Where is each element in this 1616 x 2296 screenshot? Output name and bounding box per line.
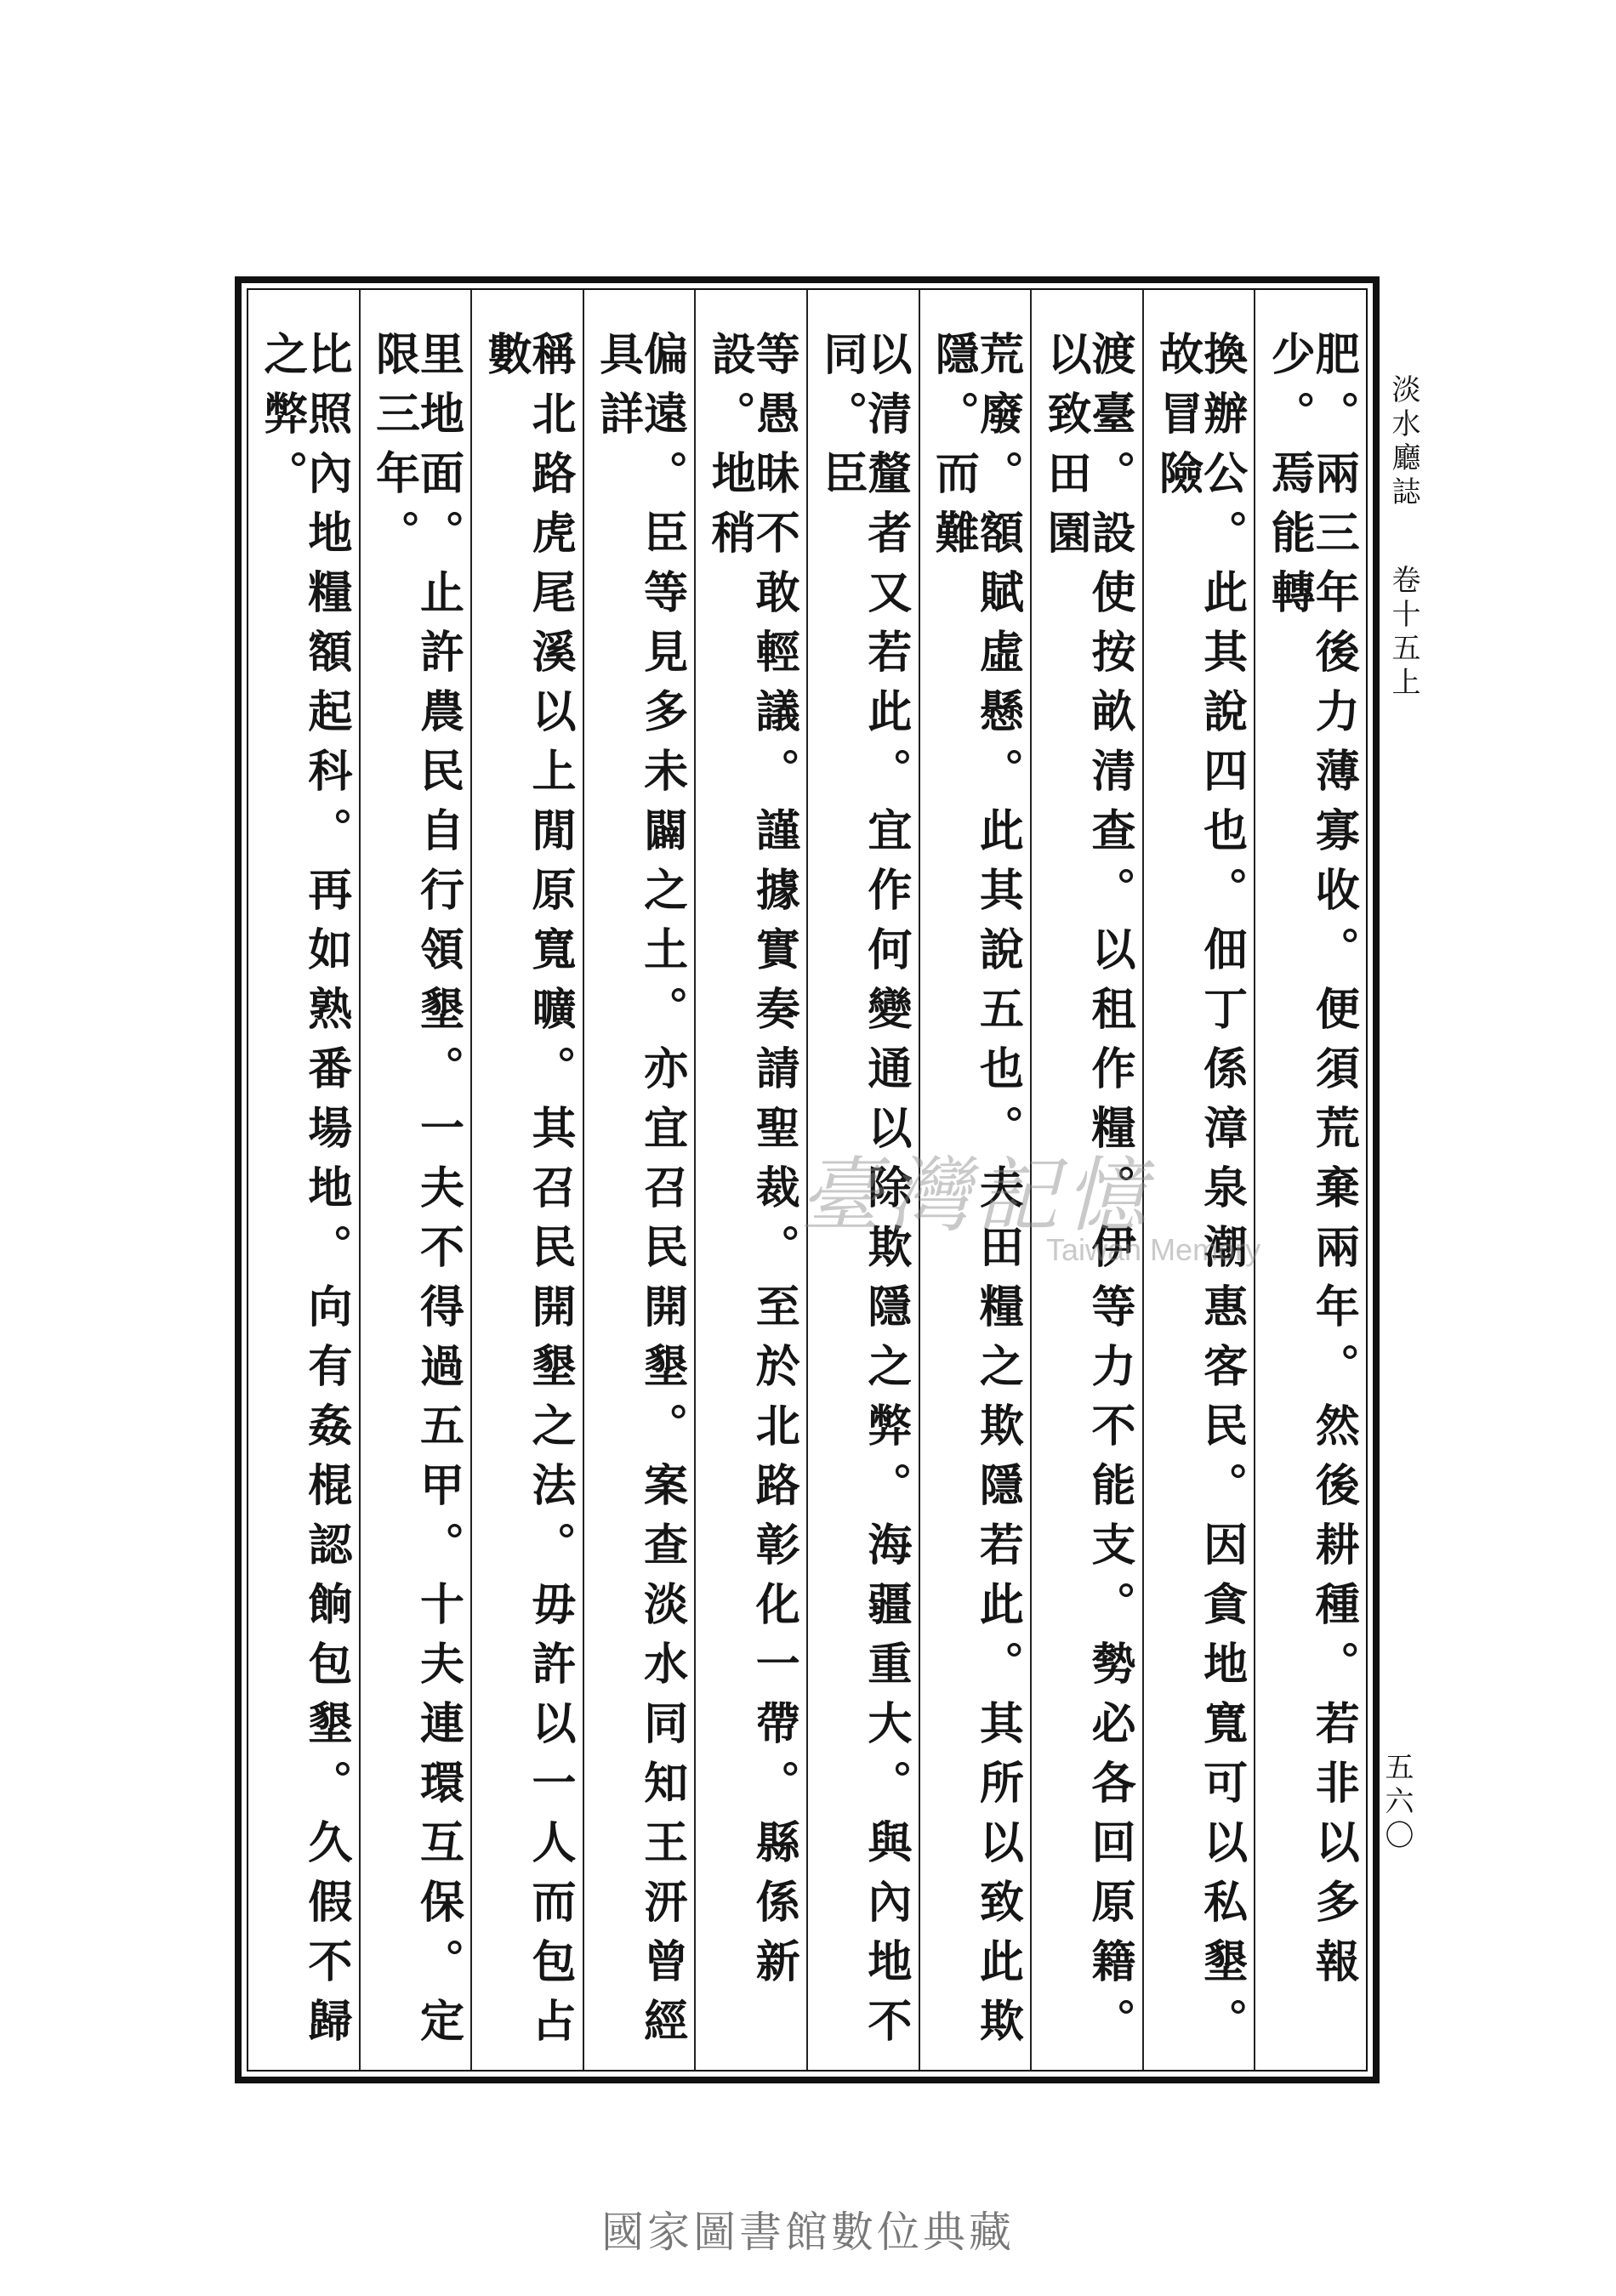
page-number: 五六〇 xyxy=(1380,1752,1414,1854)
column-text: 換辦公。此其說四也。佃丁係漳泉潮惠客民。因貪地寬可以私墾。故冒險 xyxy=(1151,331,1248,2057)
watermark-chinese: 臺灣記憶 xyxy=(799,1148,1153,1243)
book-title: 淡水廳誌 xyxy=(1386,374,1420,510)
column-text: 荒廢。額賦虛懸。此其說五也。夫田糧之欺隱若此。其所以致此欺隱。而難 xyxy=(927,331,1024,2057)
text-column xyxy=(470,290,583,2070)
text-column xyxy=(248,290,359,2070)
watermark-english: Taiwan Memory xyxy=(1046,1232,1261,1267)
text-frame xyxy=(235,276,1380,2083)
text-column xyxy=(1254,290,1366,2070)
column-text: 稱北路虎尾溪以上閒原寬曠。其召民開墾之法。毋許以一人而包占數 xyxy=(480,331,577,2057)
text-frame-inner xyxy=(247,288,1368,2072)
text-column xyxy=(919,290,1031,2070)
text-column xyxy=(583,290,695,2070)
column-text: 偏遠。臣等見多未闢之土。亦宜召民開墾。案查淡水同知王汧曾經具詳 xyxy=(591,331,688,2057)
column-text: 渡臺。設使按畝清查。以租作糧。伊等力不能支。勢必各回原籍。以致田園 xyxy=(1039,331,1136,2057)
column-text: 以清釐者又若此。宜作何變通以除欺隱之弊。海疆重大。與內地不同。臣 xyxy=(815,331,912,2057)
text-column xyxy=(806,290,919,2070)
column-text: 比照內地糧額起科。再如熟番場地。向有姦棍認餉包墾。久假不歸之弊。 xyxy=(255,331,352,2057)
archive-footer: 國家圖書館數位典藏 xyxy=(601,2208,1015,2257)
text-column xyxy=(359,290,471,2070)
text-column xyxy=(1142,290,1255,2070)
volume-label: 卷十五上 xyxy=(1386,565,1420,701)
column-text: 等愚昧不敢輕議。謹據實奏請聖裁。至於北路彰化一帶。縣係新設。地稍 xyxy=(703,331,800,1998)
column-text: 里地面。止許農民自行領墾。一夫不得過五甲。十夫連環互保。定限三年。 xyxy=(367,331,464,2057)
text-column xyxy=(694,290,806,2070)
page-header xyxy=(1378,374,1429,701)
column-text: 肥。兩三年後力薄寡收。便須荒棄兩年。然後耕種。若非以多報少。焉能轉 xyxy=(1263,331,1360,1998)
text-column xyxy=(1030,290,1142,2070)
text-columns xyxy=(248,290,1366,2070)
